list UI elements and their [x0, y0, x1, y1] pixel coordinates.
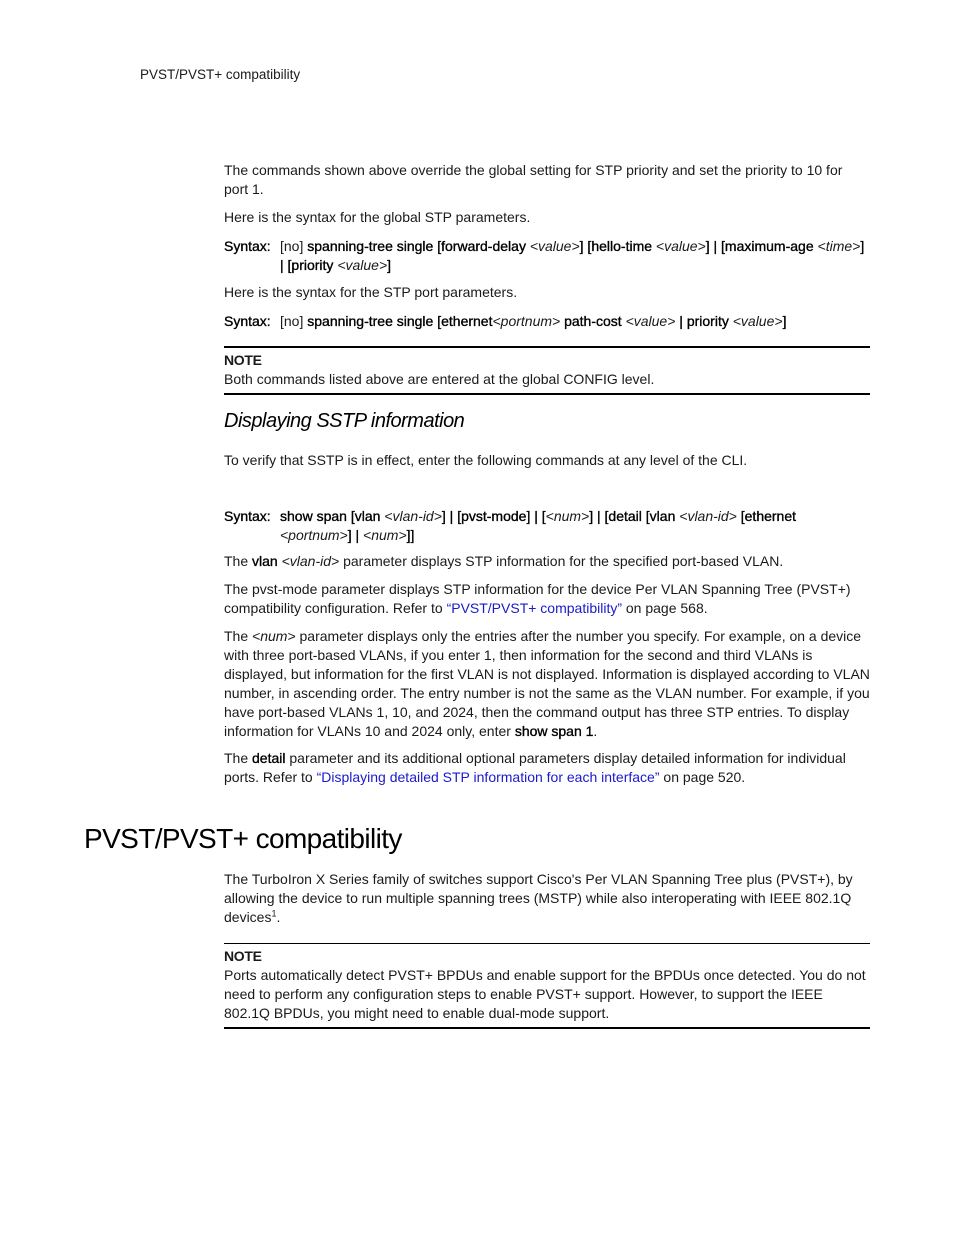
- paragraph-verify-sstp: To verify that SSTP is in effect, enter the following commands at any level of the CLI.: [224, 452, 748, 468]
- paragraph-override: The commands shown above override the global setting for STP priority and set the priority to 10 for port 1.: [224, 162, 843, 197]
- syntax-label: Syntax:: [224, 313, 271, 329]
- footnote-marker: 1: [271, 908, 277, 919]
- running-header: PVST/PVST+ compatibility: [140, 67, 301, 82]
- syntax-label: Syntax:: [224, 238, 271, 254]
- note-text: Ports automatically detect PVST+ BPDUs and enable support for the BPDUs once detected. You do not need to perform any configuration steps to enable PVST+ support. However, to support the IEEE 802.1Q BPDUs, you might need to enable dual-mode support.: [224, 967, 866, 1021]
- note-title: NOTE: [224, 948, 262, 964]
- syntax-global-stp: Syntax: [no] spanning-tree single [forward-delay <value>] [hello-time <value>] | [maximum-age <time>] | [priority <value>]: [224, 238, 865, 273]
- link-detailed-stp-info[interactable]: “Displaying detailed STP information for each interface”: [316, 769, 660, 785]
- link-pvst-compatibility[interactable]: “PVST/PVST+ compatibility”: [446, 600, 622, 616]
- syntax-label: Syntax:: [224, 508, 271, 524]
- syntax-port-stp: Syntax: [no] spanning-tree single [ethernet<portnum> path-cost <value> | priority <value>]: [224, 313, 787, 329]
- paragraph-global-syntax-intro: Here is the syntax for the global STP parameters.: [224, 209, 531, 225]
- note-global-config: [224, 346, 870, 395]
- paragraph-num-param: The <num> parameter displays only the entries after the number you specify. For example, on a device with three port-based VLANs, if you enter 1, then information for the second and third VLANs is displayed, but information for the first VLAN is not displayed. Information is displayed according to VLAN number, in ascending order. The entry number is not the same as the VLAN number. For example, if you have port-based VLANs 1, 10, and 2024, then the command output has three STP entries. To display information for VLANs 10 and 2024 only, enter show span 1.: [224, 628, 870, 739]
- paragraph-port-syntax-intro: Here is the syntax for the STP port parameters.: [224, 284, 518, 300]
- paragraph-vlan-param: The vlan <vlan-id> parameter displays STP information for the specified port-based VLAN.: [224, 553, 784, 569]
- paragraph-pvst-mode-param: The pvst-mode parameter displays STP information for the device Per VLAN Spanning Tree (PVST+) compatibility configuration. Refer to “PVST/PVST+ compatibility” on page 568.: [224, 581, 851, 616]
- section-heading-pvst: PVST/PVST+ compatibility: [84, 823, 402, 854]
- note-text: Both commands listed above are entered at the global CONFIG level.: [224, 371, 655, 387]
- subheading-sstp: Displaying SSTP information: [224, 410, 465, 432]
- syntax-show-span: Syntax: show span [vlan <vlan-id>] | [pvst-mode] | [<num>] | [detail [vlan <vlan-id> [ethernet <portnum>] | <num>]]: [224, 508, 797, 543]
- note-pvst-bpdus: [224, 943, 870, 1029]
- note-title: NOTE: [224, 352, 262, 368]
- paragraph-turboiron-pvst: The TurboIron X Series family of switches support Cisco's Per VLAN Spanning Tree plus (PVST+), by allowing the device to run multiple spanning trees (MSTP) while also interoperating with IEEE 802.1Q devices$^1$.: [224, 871, 853, 925]
- paragraph-detail-param: The detail parameter and its additional optional parameters display detailed information for individual ports. Refer to “Displaying detailed STP information for each interface” on page 520.: [224, 750, 846, 785]
